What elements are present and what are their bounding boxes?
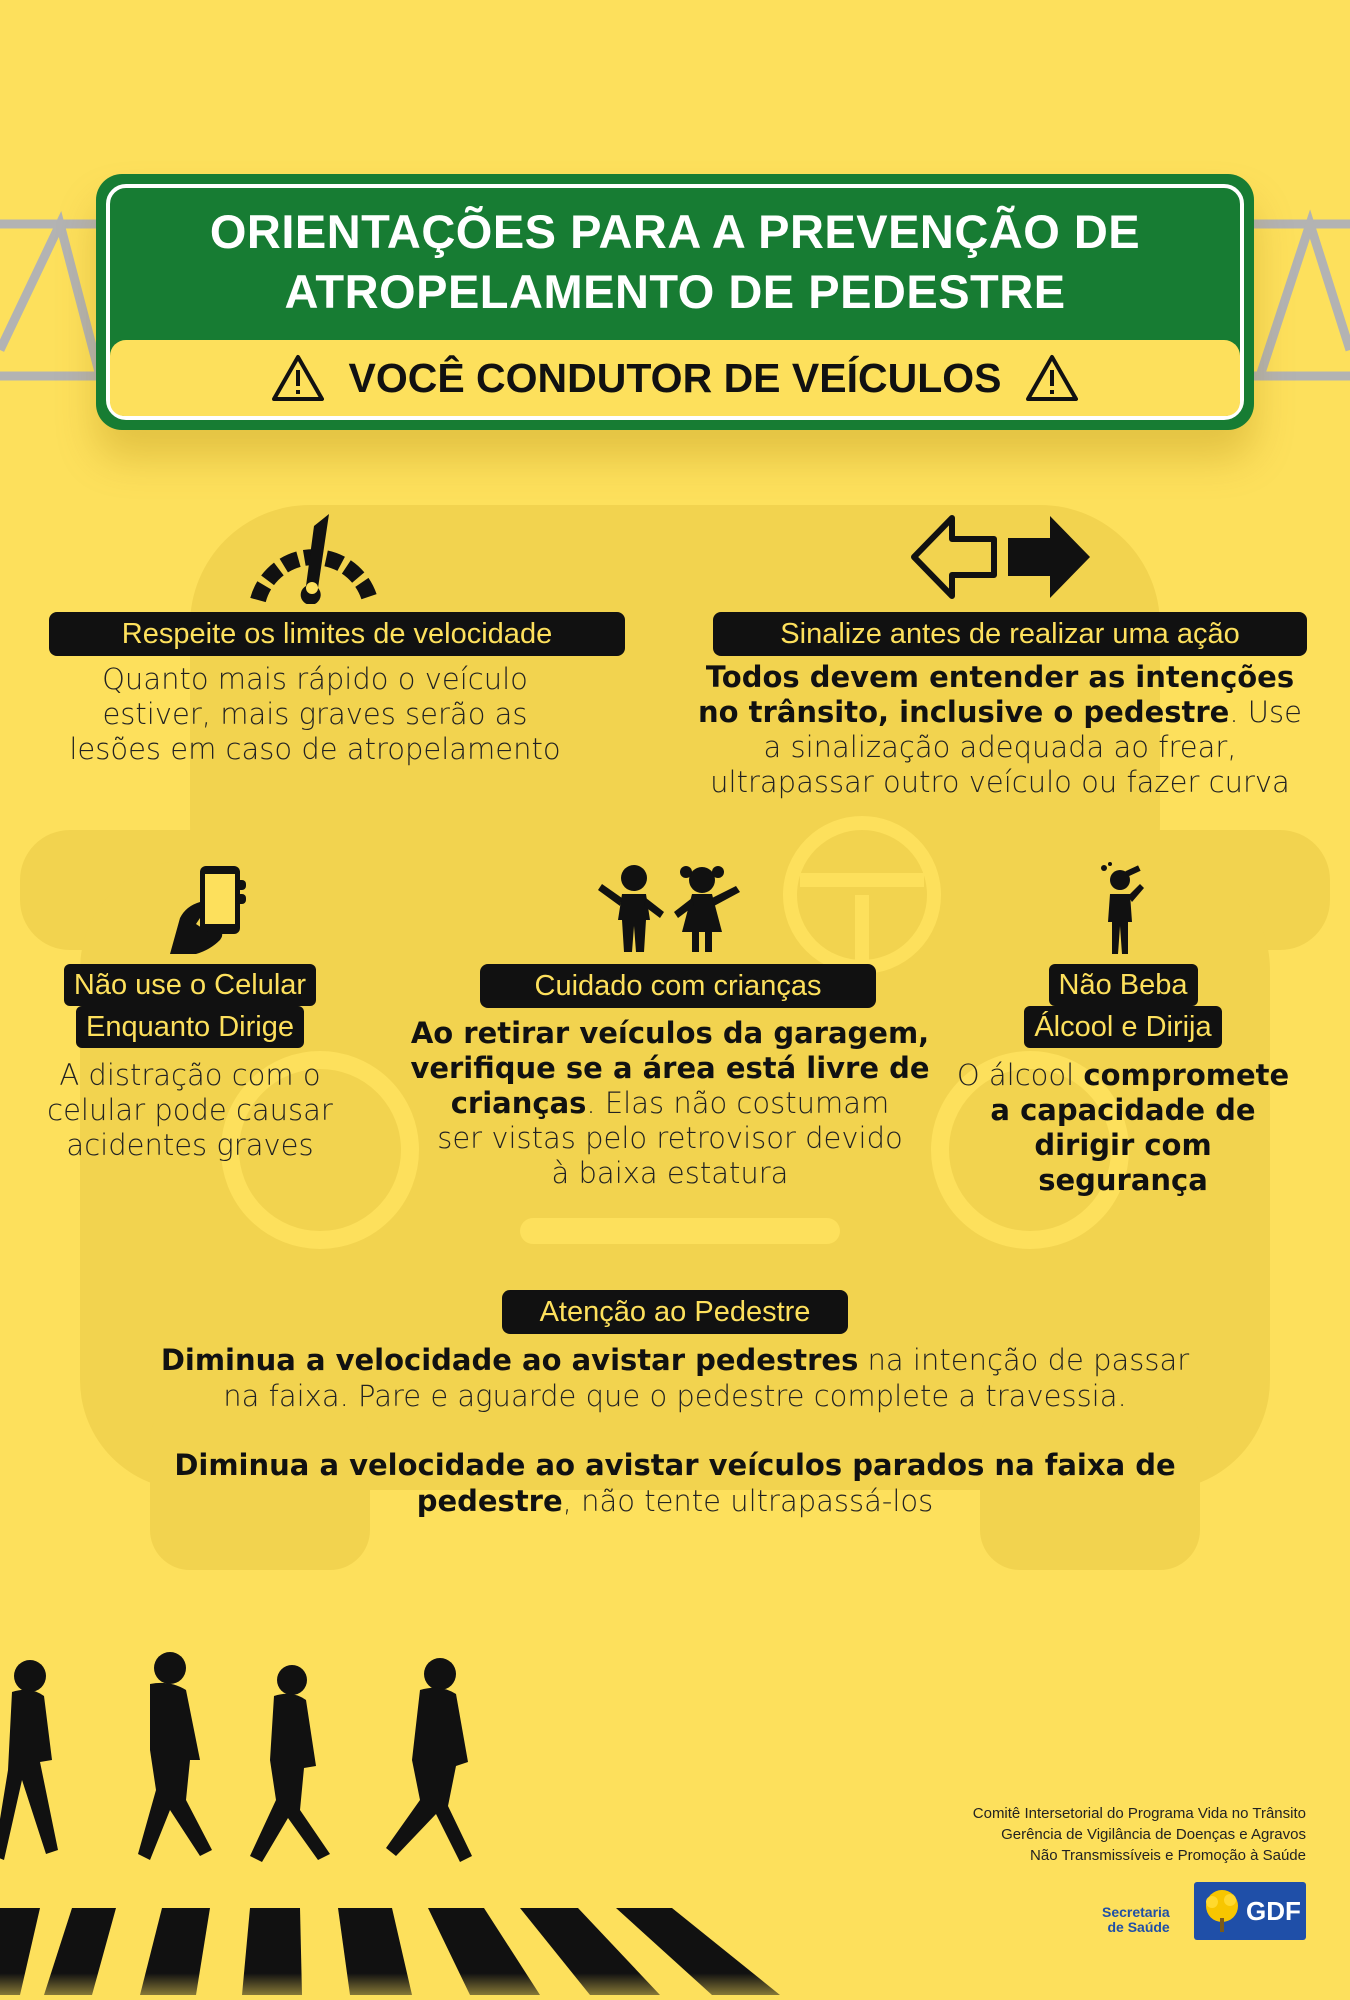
phone-tip-label xyxy=(40,964,340,1048)
credit-line: Não Transmissíveis e Promoção à Saúde xyxy=(1030,1847,1306,1864)
signal-tip-text-part: . Use xyxy=(1229,695,1302,729)
pedestrian-tip-text xyxy=(110,1342,1240,1519)
gdf-logo-text: GDF xyxy=(1246,1896,1301,1926)
signal-tip-label: Sinalize antes de realizar uma ação xyxy=(713,612,1307,656)
pedestrian-tip-line: na faixa. Pare e aguarde que o pedestre complete a travessia. xyxy=(223,1379,1127,1413)
phone-tip-text xyxy=(20,1058,360,1163)
phone-hand-icon xyxy=(166,862,248,956)
children-tip-line: à baixa estatura xyxy=(551,1156,789,1190)
phone-tip-line: A distração com o xyxy=(59,1058,321,1092)
alcohol-tip-label xyxy=(1008,964,1238,1048)
right-truss xyxy=(1240,200,1350,390)
arrows-icon xyxy=(910,512,1094,602)
children-tip-text-part: . Elas não costumam xyxy=(586,1086,890,1120)
alcohol-tip-bold: a capacidade de xyxy=(990,1093,1256,1127)
alcohol-tip-label-line: Não Beba xyxy=(1049,964,1198,1006)
pedestrian-tip-bold: Diminua a velocidade ao avistar pedestres xyxy=(160,1343,859,1377)
logo-text: Secretaria xyxy=(1102,1904,1170,1920)
speed-tip-line: lesões em caso de atropelamento xyxy=(69,732,561,766)
children-tip-bold: crianças xyxy=(450,1086,587,1120)
speed-tip-label: Respeite os limites de velocidade xyxy=(49,612,625,656)
ipe-tree-icon xyxy=(1200,1888,1244,1934)
speedometer-icon xyxy=(244,512,384,604)
alcohol-tip-text-part: O álcool xyxy=(956,1058,1084,1092)
credit-line: Comitê Intersetorial do Programa Vida no Trânsito xyxy=(972,1805,1306,1822)
alcohol-tip-bold: segurança xyxy=(1038,1163,1208,1197)
warning-icon xyxy=(1026,354,1078,402)
alcohol-tip-bold: compromete xyxy=(1083,1058,1290,1092)
pedestrian-tip-text-part: , não tente ultrapassá-los xyxy=(562,1484,934,1518)
header-sign xyxy=(96,174,1254,430)
signal-tip-text xyxy=(680,660,1320,800)
signal-tip-bold: no trânsito, inclusive o pedestre xyxy=(698,695,1230,729)
phone-tip-label-line: Não use o Celular xyxy=(64,964,316,1006)
speed-tip-text xyxy=(30,662,600,767)
subtitle-banner xyxy=(110,340,1240,416)
logo-text: de Saúde xyxy=(1107,1919,1170,1935)
children-tip-line: ser vistas pelo retrovisor devido xyxy=(437,1121,903,1155)
signal-tip-bold: Todos devem entender as intenções xyxy=(705,660,1295,694)
speed-tip-line: estiver, mais graves serão as xyxy=(102,697,528,731)
subtitle: VOCÊ CONDUTOR DE VEÍCULOS xyxy=(348,354,1002,401)
alcohol-tip-label-line: Álcool e Dirija xyxy=(1024,1006,1221,1048)
speed-tip-line: Quanto mais rápido o veículo xyxy=(102,662,528,696)
warning-icon xyxy=(272,354,324,402)
secretaria-saude-logo xyxy=(1102,1905,1170,1935)
credit-line: Gerência de Vigilância de Doenças e Agravos xyxy=(1001,1826,1306,1843)
left-truss xyxy=(0,200,110,390)
credits xyxy=(973,1803,1306,1866)
children-tip-bold: verifique se a área está livre de xyxy=(410,1051,930,1085)
children-tip-label: Cuidado com crianças xyxy=(480,964,876,1008)
pedestrian-tip-bold: pedestre xyxy=(416,1484,563,1518)
gdf-logo xyxy=(1194,1882,1306,1940)
title-line-2: ATROPELAMENTO DE PEDESTRE xyxy=(284,265,1066,318)
pedestrian-tip-label: Atenção ao Pedestre xyxy=(502,1290,848,1334)
phone-tip-line: acidentes graves xyxy=(66,1128,314,1162)
children-icon xyxy=(598,862,740,956)
signal-tip-line: a sinalização adequada ao frear, xyxy=(763,730,1237,764)
pedestrian-tip-bold: Diminua a velocidade ao avistar veículos parados na faixa de xyxy=(174,1448,1176,1482)
children-tip-bold: Ao retirar veículos da garagem, xyxy=(410,1016,930,1050)
drinking-person-icon xyxy=(1098,862,1144,956)
crosswalk-walkers-illustration xyxy=(0,1650,780,2000)
phone-tip-line: celular pode causar xyxy=(47,1093,333,1127)
title-line-1: ORIENTAÇÕES PARA A PREVENÇÃO DE xyxy=(209,205,1141,258)
alcohol-tip-bold: dirigir com xyxy=(1034,1128,1212,1162)
children-tip-text xyxy=(410,1016,930,1191)
pedestrian-tip-text-part: na intenção de passar xyxy=(858,1343,1190,1377)
alcohol-tip-text xyxy=(940,1058,1306,1198)
signal-tip-line: ultrapassar outro veículo ou fazer curva xyxy=(710,765,1290,799)
page-title xyxy=(96,202,1254,322)
phone-tip-label-line: Enquanto Dirige xyxy=(76,1006,304,1048)
